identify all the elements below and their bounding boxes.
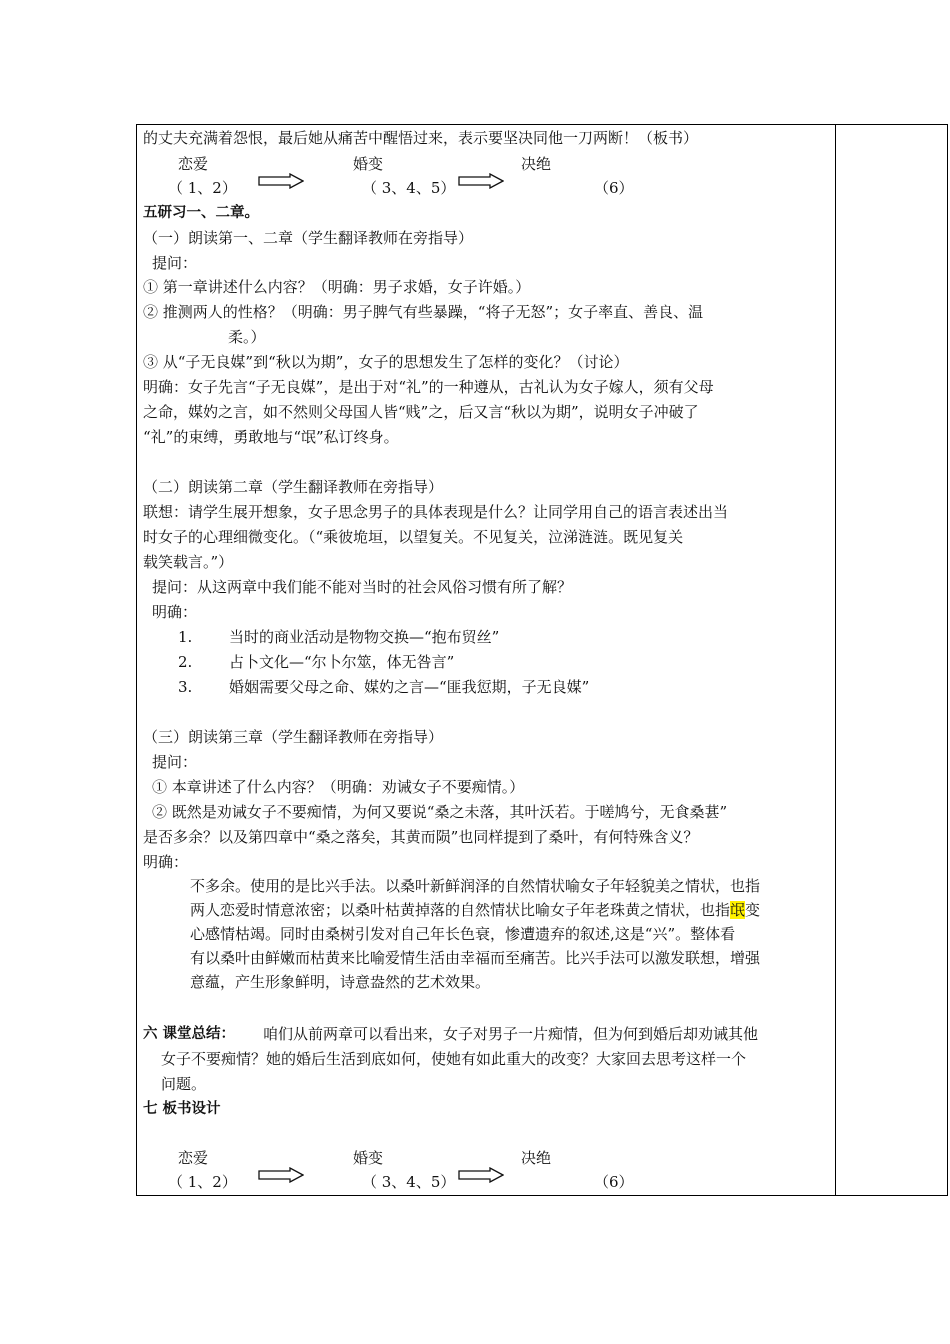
flow-stage-love: 恋爱 xyxy=(178,1149,209,1167)
part2-association-1: 联想：请学生展开想象，女子思念男子的具体表现是什么？让同学用自己的语言表述出当 xyxy=(143,503,729,521)
section7-label: 七 板书设计 xyxy=(143,1101,221,1117)
flow-chapters-3: （6） xyxy=(594,1173,634,1191)
list-item-number: 3. xyxy=(178,678,193,696)
part1-question-2-cont: 柔。） xyxy=(228,328,266,346)
flow-chapters-3: （6） xyxy=(594,179,634,197)
part3-question-1: ① 本章讲述了什么内容？（明确：劝诫女子不要痴情。） xyxy=(152,778,525,796)
intro-line: 的丈夫充满着怨恨，最后她从痛苦中醒悟过来，表示要坚决同他一刀两断！（板书） xyxy=(143,129,699,147)
section5-title: 五研习一、二章。 xyxy=(143,205,259,221)
part2-ask: 提问：从这两章中我们能不能对当时的社会风俗习惯有所了解？ xyxy=(152,578,573,596)
highlighted-word: 氓 xyxy=(730,901,746,919)
part1-answer-1: 明确：女子先言“子无良媒”，是出于对“礼”的一种遵从，古礼认为女子嫁人，须有父母 xyxy=(143,378,714,396)
part1-question-3: ③ 从“子无良媒”到“秋以为期”，女子的思想发生了怎样的变化？（讨论） xyxy=(143,353,629,371)
list-item-number: 1. xyxy=(178,628,193,646)
flow-stage-break: 决绝 xyxy=(521,155,552,173)
part3-answer-5: 意蕴，产生形象鲜明，诗意盎然的艺术效果。 xyxy=(190,973,491,991)
part3-question-2: ② 既然是劝诫女子不要痴情，为何又要说“桑之未落，其叶沃若。于嗟鸠兮，无食桑葚” xyxy=(152,803,728,821)
section6-line-3: 问题。 xyxy=(161,1075,207,1093)
part2-heading: （二）朗读第二章（学生翻译教师在旁指导） xyxy=(143,478,444,496)
part3-question-2-cont: 是否多余？以及第四章中“桑之落矣，其黄而陨”也同样提到了桑叶，有何特殊含义？ xyxy=(143,828,699,846)
part3-heading: （三）朗读第三章（学生翻译教师在旁指导） xyxy=(143,728,444,746)
list-item: 婚姻需要父母之命、媒妁之言—“匪我愆期，子无良媒” xyxy=(229,678,590,696)
flow-stage-change: 婚变 xyxy=(353,155,384,173)
flow-chapters-1: （ 1、2） xyxy=(168,179,237,197)
part3-answer-4: 有以桑叶由鲜嫩而枯黄来比喻爱情生活由幸福而至痛苦。比兴手法可以激发联想，增强 xyxy=(190,949,761,967)
list-item-number: 2. xyxy=(178,653,193,671)
part1-answer-3: “礼”的束缚，勇敢地与“氓”私订终身。 xyxy=(143,428,399,446)
part2-association-2: 时女子的心理细微变化。（“乘彼垝垣，以望复关。不见复关，泣涕涟涟。既见复关 xyxy=(143,528,684,546)
part1-answer-2: 之命，媒妁之言，如不然则父母国人皆“贱”之，后又言“秋以为期”，说明女子冲破了 xyxy=(143,403,699,421)
arrow-right-icon xyxy=(458,173,504,189)
part2-clear: 明确： xyxy=(152,603,198,621)
part1-question-2: ② 推测两人的性格？（明确：男子脾气有些暴躁，“将子无怒”；女子率直、善良、温 xyxy=(143,303,704,321)
part3-ask: 提问： xyxy=(152,753,198,771)
section6-label: 六 课堂总结： xyxy=(143,1026,236,1042)
section6-line-2: 女子不要痴情？她的婚后生活到底如何，使她有如此重大的改变？大家回去思考这样一个 xyxy=(161,1050,747,1068)
flow-chapters-2: （ 3、4、5） xyxy=(362,179,456,197)
flow-stage-break: 决绝 xyxy=(521,1149,552,1167)
part3-clear: 明确： xyxy=(143,853,189,871)
part1-ask: 提问： xyxy=(152,254,198,272)
list-item: 占卜文化—“尔卜尔筮，体无咎言” xyxy=(229,653,455,671)
part1-question-1: ① 第一章讲述什么内容？（明确：男子求婚，女子许婚。） xyxy=(143,278,531,296)
arrow-right-icon xyxy=(258,173,304,189)
flow-chapters-1: （ 1、2） xyxy=(168,1173,237,1191)
flow-chapters-2: （ 3、4、5） xyxy=(362,1173,456,1191)
flow-stage-change: 婚变 xyxy=(353,1149,384,1167)
part3-answer-3: 心感情枯竭。同时由桑树引发对自己年长色衰，惨遭遗弃的叙述,这是“兴”。整体看 xyxy=(190,925,736,943)
flow-stage-love: 恋爱 xyxy=(178,155,209,173)
part3-answer-1: 不多余。使用的是比兴手法。以桑叶新鲜润泽的自然情状喻女子年轻貌美之情状，也指 xyxy=(190,877,761,895)
part3-answer-2: 两人恋爱时情意浓密；以桑叶枯黄掉落的自然情状比喻女子年老珠黄之情状，也指氓变 xyxy=(190,901,761,919)
arrow-right-icon xyxy=(458,1167,504,1183)
section6-line-1: 咱们从前两章可以看出来，女子对男子一片痴情，但为何到婚后却劝诫其他 xyxy=(263,1025,759,1043)
list-item: 当时的商业活动是物物交换—“抱布贸丝” xyxy=(229,628,500,646)
notes-column-divider xyxy=(835,124,836,1196)
part2-association-3: 载笑载言。”） xyxy=(143,553,234,571)
part1-heading: （一）朗读第一、二章（学生翻译教师在旁指导） xyxy=(143,229,474,247)
arrow-right-icon xyxy=(258,1167,304,1183)
